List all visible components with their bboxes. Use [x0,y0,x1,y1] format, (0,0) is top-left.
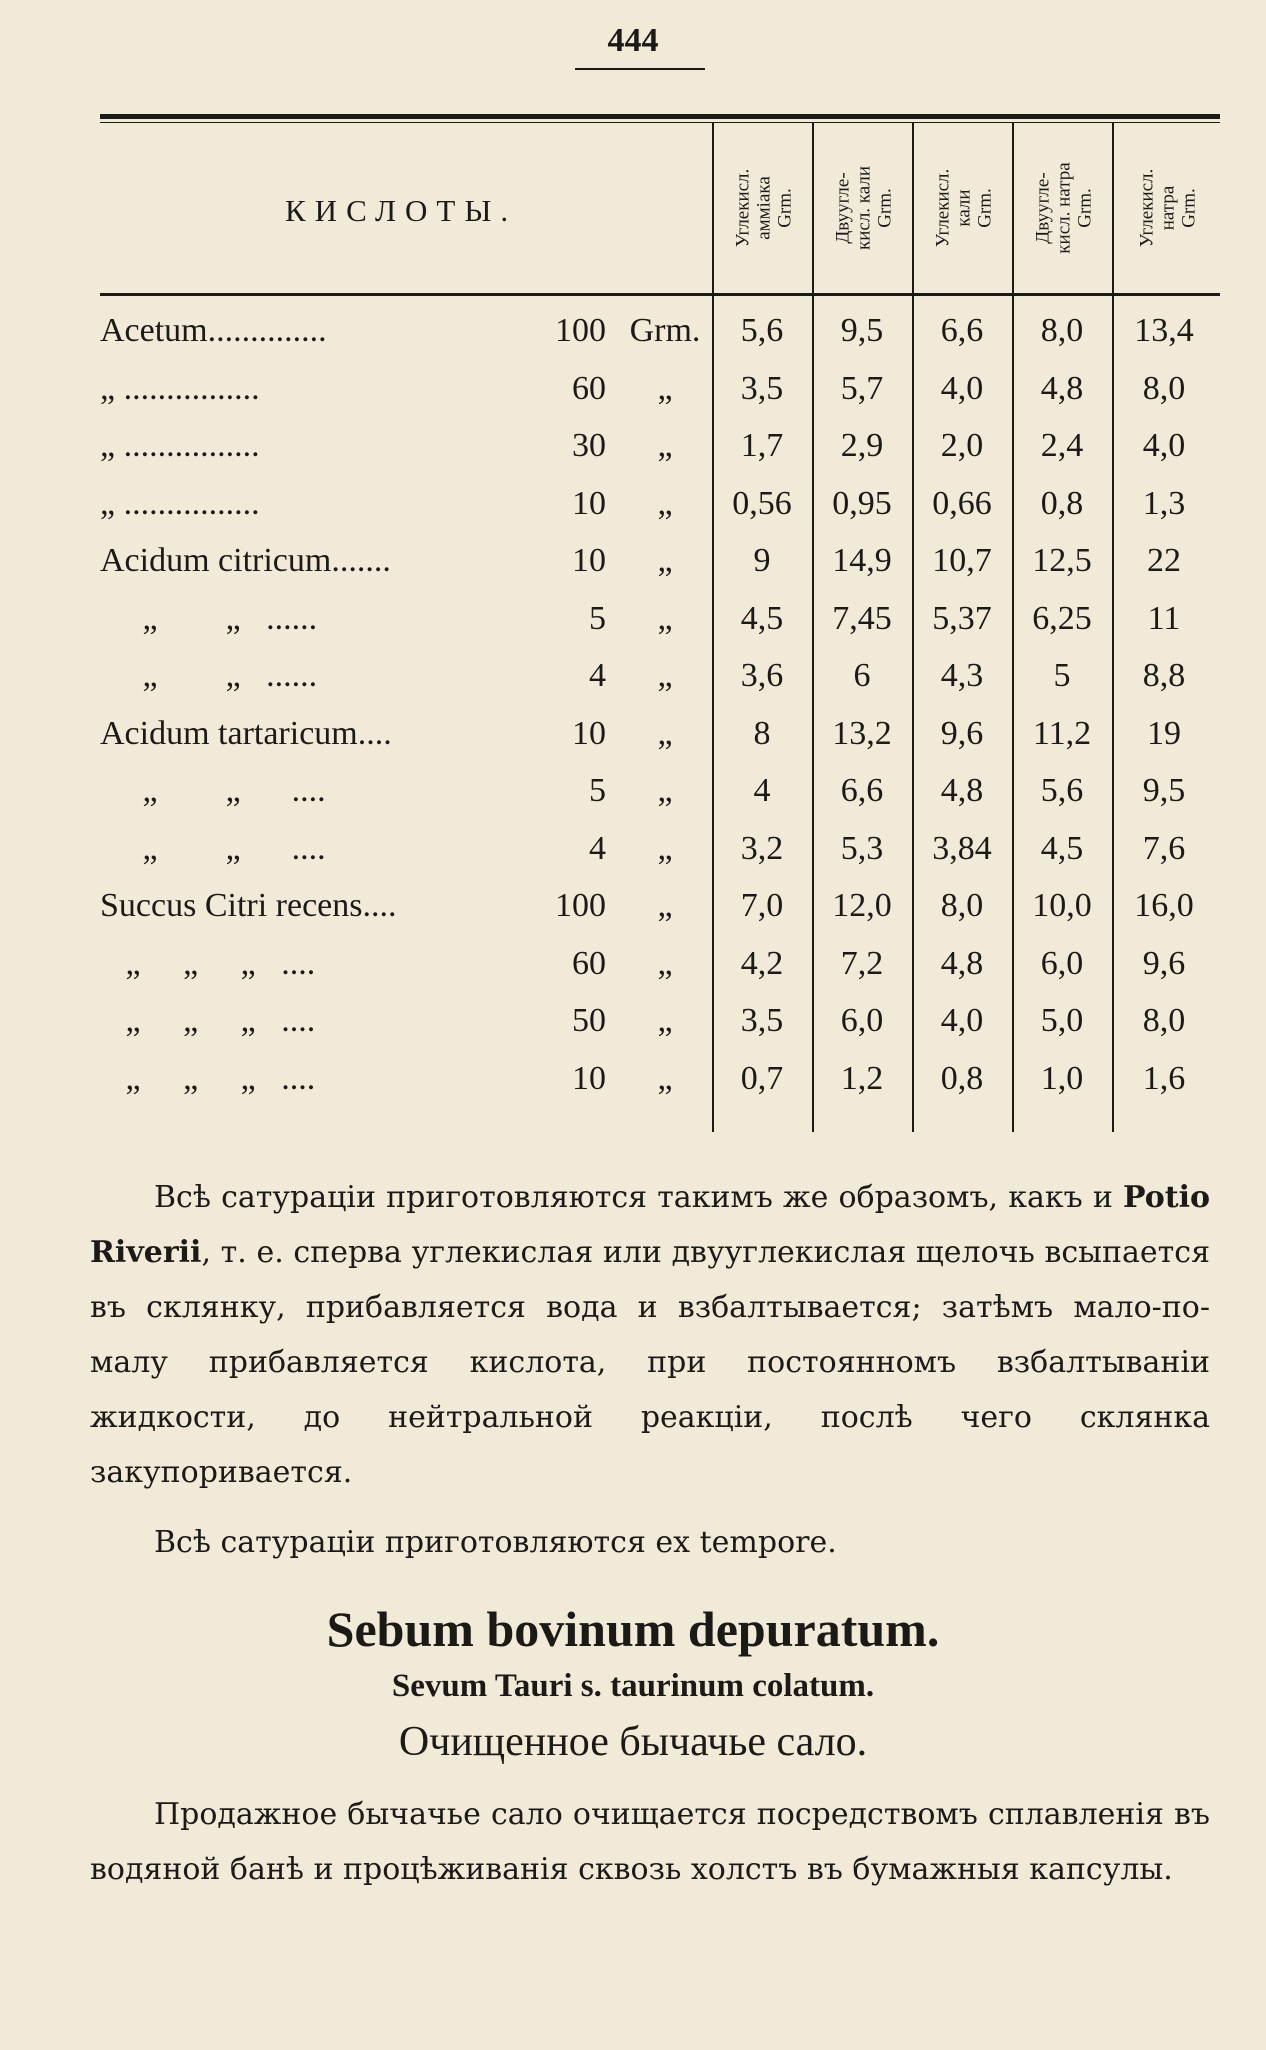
article-synonym-latin: Sevum Tauri s. taurinum colatum. [391,1668,875,1704]
paragraph-saturation-method [90,1170,1210,1500]
table-cell: 8,0 [1040,312,1084,349]
amount-unit: „ [657,484,673,522]
column-header-potassium-carbonate: Углекисл. кали Grm. [912,123,1014,293]
table-cell: 8,0 [1142,1002,1186,1039]
table-cell: 5,3 [840,829,884,867]
amount-unit: „ [657,829,673,867]
substance-name: Acetum.............. [100,312,327,349]
table-cell: 10,7 [932,542,992,579]
table-cell: 0,7 [740,1059,784,1097]
table-row [100,536,1220,592]
table-cell: 5,0 [1040,1002,1084,1039]
table-row [100,364,1220,420]
substance-name: Succus Citri recens.... [100,887,397,924]
table-cell: 4,0 [940,369,984,407]
table-cell: 9,5 [840,312,884,349]
table-cell: 11 [1147,599,1181,637]
table-cell: 4 [753,772,771,809]
table-cell: 4,2 [740,944,784,982]
amount-unit: „ [657,599,673,637]
table-row [100,939,1220,995]
table-cell: 4,8 [940,772,984,809]
table-cell: 3,5 [740,1002,784,1039]
table-cell: 4,8 [1040,369,1084,407]
page-number-rule [575,68,705,70]
table-row [100,996,1220,1052]
table-cell: 6,25 [1032,599,1092,637]
amount-unit: „ [657,887,673,924]
substance-amount: 4 [589,657,606,694]
substance-name: „ ................ [100,369,260,407]
table-row [100,306,1220,362]
table-cell: 1,6 [1142,1059,1186,1097]
amount-unit: „ [657,1002,673,1039]
table-cell: 0,8 [940,1059,984,1097]
substance-amount: 60 [572,369,606,407]
substance-name: Acidum tartaricum.... [100,714,392,752]
table-cell: 0,56 [732,484,792,522]
substance-amount: 10 [572,484,606,522]
substance-name: „ „ „ .... [100,944,316,982]
table-cell: 2,4 [1040,427,1084,464]
table-cell: 7,45 [832,599,892,637]
table-cell: 8,0 [1142,369,1186,407]
table-cell: 6,0 [1040,944,1084,982]
amount-unit: „ [657,714,673,752]
column-header-sodium-carbonate: Углекисл. натра Grm. [1112,123,1222,293]
amount-unit: Grm. [629,312,701,349]
table-cell: 4,0 [940,1002,984,1039]
table-cell: 8 [753,714,771,752]
substance-name: „ „ „ .... [100,1059,316,1097]
table-cell: 4,5 [1040,829,1084,867]
substance-amount: 10 [572,714,606,752]
table-cell: 9,6 [1142,944,1186,982]
table-row [100,651,1220,707]
column-header-potassium-bicarbonate: Двууглe- кисл. кали Grm. [812,123,914,293]
table-row [100,479,1220,535]
table-cell: 16,0 [1134,887,1194,924]
substance-name: „ „ .... [100,829,326,867]
table-cell: 7,2 [840,944,884,982]
substance-name: „ ................ [100,427,260,464]
substance-name: „ „ ...... [100,599,318,637]
page-number: 444 [607,22,659,59]
table-cell: 5,6 [1040,772,1084,809]
table-cell: 5 [1053,657,1071,694]
table-cell: 5,6 [740,312,784,349]
table-cell: 4,5 [740,599,784,637]
table-cell: 0,8 [1040,484,1084,522]
table-cell: 13,4 [1134,312,1194,349]
table-cell: 3,6 [740,657,784,694]
table-cell: 11,2 [1032,714,1092,752]
potio-riverii-term: Potio Riverii [90,1180,1210,1270]
table-cell: 3,5 [740,369,784,407]
substance-name: Acidum citricum....... [100,542,391,579]
table-cell: 9 [753,542,771,579]
substance-amount: 10 [572,542,606,579]
table-cell: 6,6 [940,312,984,349]
table-cell: 7,6 [1142,829,1186,867]
table-cell: 1,3 [1142,484,1186,522]
table-cell: 7,0 [740,887,784,924]
table-cell: 22 [1147,542,1181,579]
paragraph-text: , т. е. сперва углекислая или двууглекислая щелочь всыпается въ склянку, прибавляется вода и взбалтывается; затѣмъ мало-по-малу прибавляется кислота, при постоянномъ взбалтываніи жидкости, до нейтральной реакціи, послѣ чего склянка закупоривается. [90,1235,1210,1490]
table-row [100,824,1220,880]
table-cell: 2,0 [940,427,984,464]
table-cell: 8,0 [940,887,984,924]
table-row [100,421,1220,477]
table-cell: 0,66 [932,484,992,522]
amount-unit: „ [657,944,673,982]
table-body [100,296,1220,1132]
amount-unit: „ [657,657,673,694]
substance-amount: 5 [589,772,606,809]
article-title-latin: Sebum bovinum depuratum. [326,1601,940,1657]
substance-amount: 30 [572,427,606,464]
acids-column-header: КИСЛОТЫ. [285,193,518,228]
substance-name: „ ................ [100,484,260,522]
substance-name: „ „ .... [100,772,326,809]
table-cell: 6,6 [840,772,884,809]
table-top-rule [100,114,1220,119]
table-row [100,1054,1220,1110]
table-row [100,594,1220,650]
table-cell: 19 [1147,714,1181,752]
table-cell: 6 [853,657,871,694]
table-cell: 4,0 [1142,427,1186,464]
substance-amount: 5 [589,599,606,637]
substance-amount: 10 [572,1059,606,1097]
substance-amount: 60 [572,944,606,982]
table-cell: 9,5 [1142,772,1186,809]
table-row [100,709,1220,765]
substance-name: „ „ ...... [100,657,318,694]
substance-amount: 4 [589,829,606,867]
table-header [100,123,1220,293]
table-cell: 1,0 [1040,1059,1084,1097]
table-cell: 5,7 [840,369,884,407]
table-cell: 12,0 [832,887,892,924]
table-cell: 14,9 [832,542,892,579]
table-cell: 12,5 [1032,542,1092,579]
paragraph-sebum-preparation: Продажное бычачье сало очищается посредствомъ сплавленія въ водяной банѣ и процѣживанія сквозь холстъ въ бумажныя капсулы. [90,1797,1210,1887]
amount-unit: „ [657,772,673,809]
table-cell: 0,95 [832,484,892,522]
table-cell: 4,8 [940,944,984,982]
substance-name: „ „ „ .... [100,1002,316,1039]
substance-amount: 100 [555,887,606,924]
table-cell: 2,9 [840,427,884,464]
substance-amount: 100 [555,312,606,349]
table-row [100,766,1220,822]
table-cell: 6,0 [840,1002,884,1039]
table-cell: 4,3 [940,657,984,694]
amount-unit: „ [657,1059,673,1097]
amount-unit: „ [657,427,673,464]
paragraph-ex-tempore: Всѣ сатураціи приготовляются ex tempore. [154,1525,837,1560]
substance-amount: 50 [572,1002,606,1039]
column-header-ammonium-carbonate: Углекисл. аммiака Grm. [712,123,814,293]
table-cell: 5,37 [932,599,992,637]
article-title-russian: Очищенное бычачье сало. [398,1719,868,1765]
table-cell: 10,0 [1032,887,1092,924]
table-cell: 3,84 [932,829,992,867]
amount-unit: „ [657,542,673,579]
table-row [100,881,1220,937]
table-cell: 1,2 [840,1059,884,1097]
table-cell: 13,2 [832,714,892,752]
table-cell: 3,2 [740,829,784,867]
paragraph-text: Всѣ сатураціи приготовляются такимъ же образомъ, какъ и [154,1180,1123,1215]
saturation-table [100,114,1220,1132]
amount-unit: „ [657,369,673,407]
table-cell: 8,8 [1142,657,1186,694]
table-cell: 1,7 [740,427,784,464]
column-header-sodium-bicarbonate: Двуугле- кисл. натра Grm. [1012,123,1114,293]
table-cell: 9,6 [940,714,984,752]
